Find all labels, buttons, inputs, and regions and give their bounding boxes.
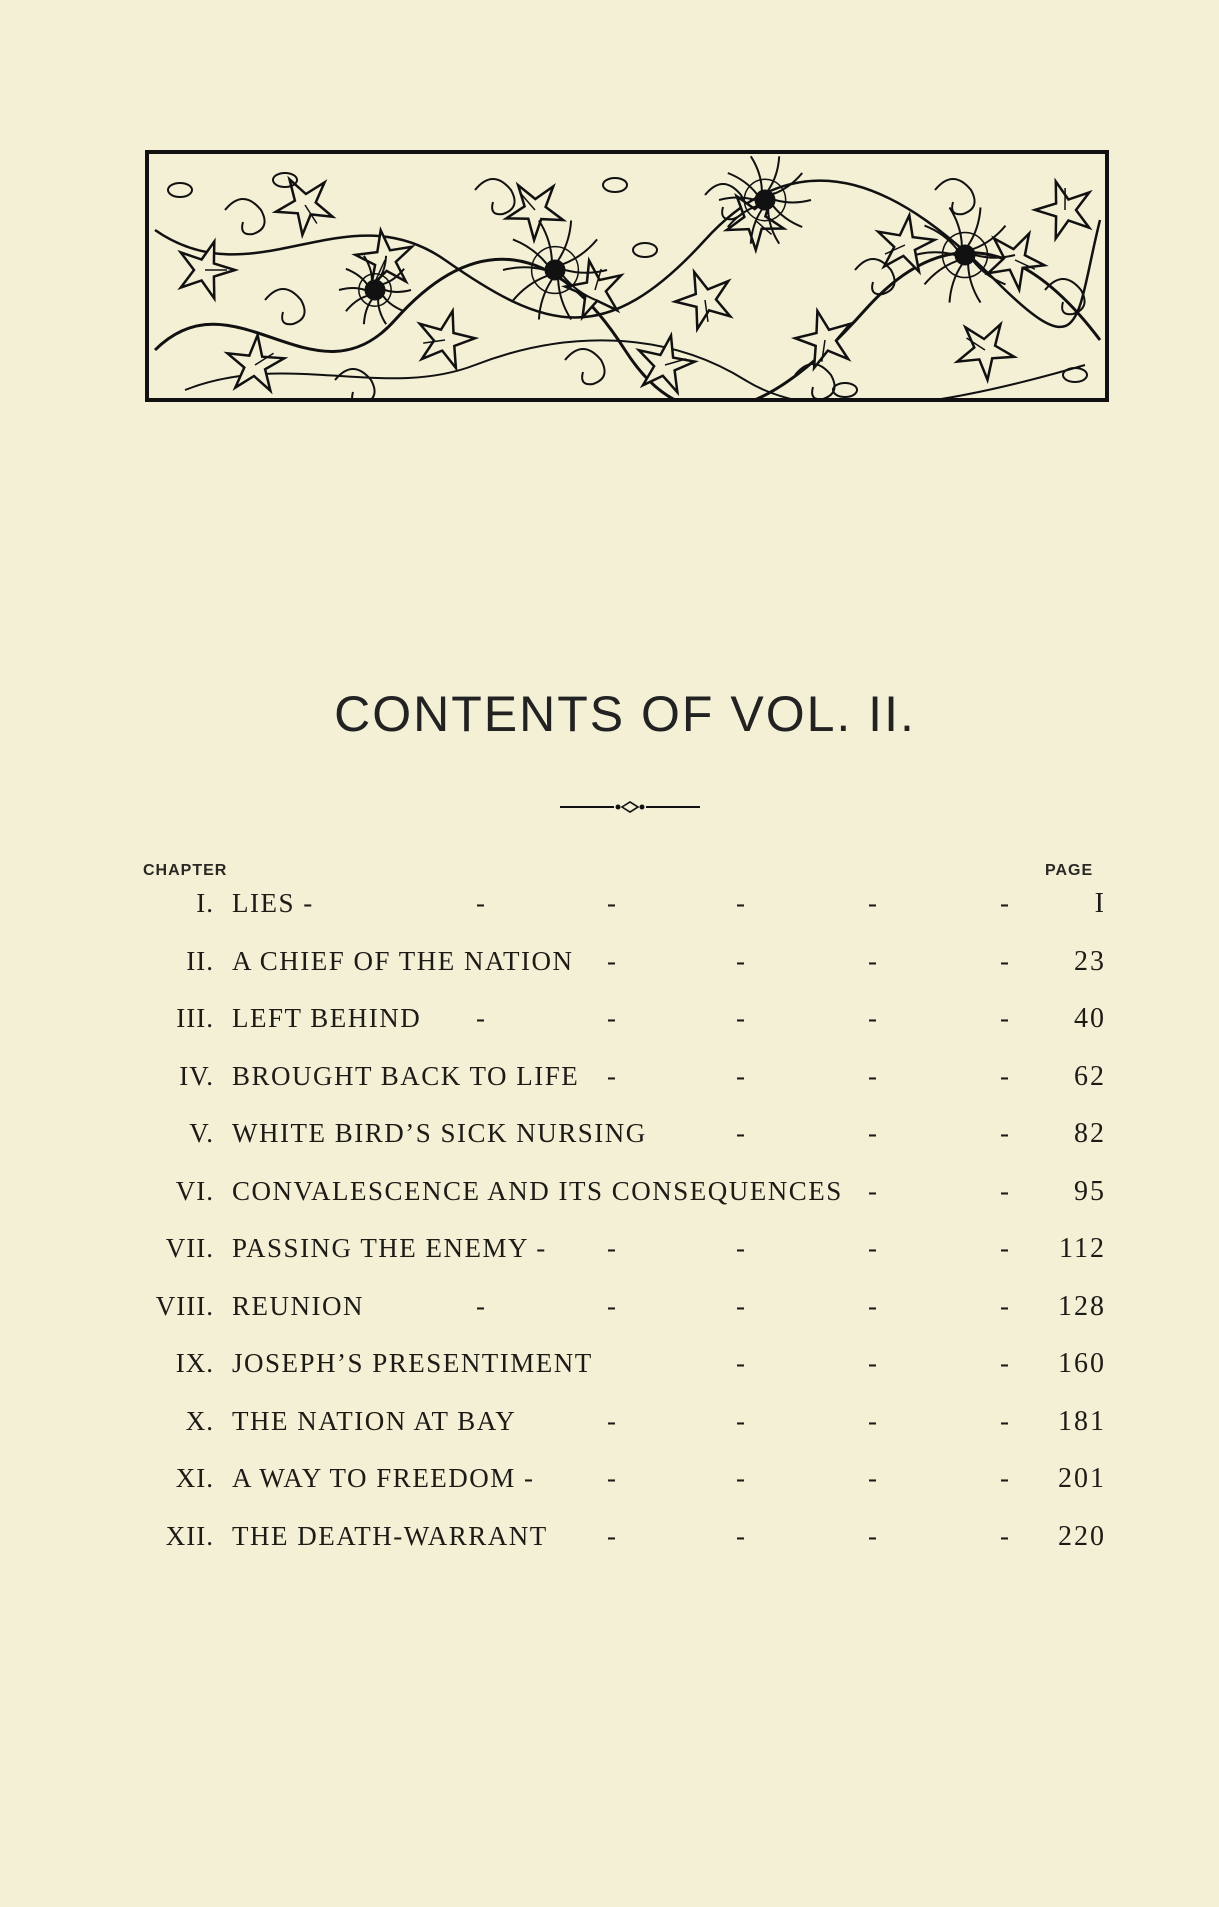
page-column-header: PAGE [1045, 862, 1094, 879]
leader-dash: - [1000, 1118, 1009, 1148]
leader-dash: - [736, 1003, 745, 1033]
leader-dash: - [607, 1233, 616, 1263]
page-number: 181 [1058, 1405, 1106, 1437]
leader-dash: - [868, 1003, 877, 1033]
chapter-title: WHITE BIRD’S SICK NURSING [232, 1118, 647, 1148]
chapter-number: VIII. [155, 1290, 214, 1321]
toc-row [0, 1348, 1219, 1388]
page-number: 40 [1074, 1003, 1106, 1034]
leader-dash: - [868, 1060, 877, 1091]
leader-dash: - [1000, 1060, 1009, 1091]
toc-row [0, 1003, 1219, 1043]
leader-dash: - [868, 1348, 877, 1378]
chapter-title: LIES - [232, 888, 314, 918]
leader-dash: - [1000, 1003, 1009, 1033]
toc-row [0, 1406, 1219, 1446]
chapter-title: THE DEATH-WARRANT [232, 1520, 548, 1551]
chapter-number: V. [189, 1118, 214, 1148]
chapter-number: IV. [179, 1060, 214, 1091]
leader-dash: - [736, 945, 745, 976]
toc-row [0, 1233, 1219, 1273]
leader-dash: - [476, 1003, 485, 1033]
leader-dash: - [607, 1463, 616, 1493]
toc-row [0, 1521, 1219, 1561]
leader-dash: - [607, 1060, 616, 1091]
chapter-number: I. [196, 888, 214, 918]
leader-dash: - [1000, 945, 1009, 976]
leader-dash: - [736, 1060, 745, 1091]
leader-dash: - [736, 888, 745, 918]
leader-dash: - [868, 1233, 877, 1263]
leader-dash: - [607, 1003, 616, 1033]
chapter-title: JOSEPH’S PRESENTIMENT [232, 1348, 593, 1378]
page-number: 62 [1074, 1060, 1106, 1092]
leader-dash: - [736, 1463, 745, 1493]
floral-headpiece-ornament [145, 150, 1109, 402]
toc-row [0, 1118, 1219, 1158]
chapter-title: A CHIEF OF THE NATION [232, 945, 574, 976]
leader-dash: - [736, 1290, 745, 1321]
toc-row [0, 1061, 1219, 1101]
leader-dash: - [1000, 1463, 1009, 1493]
chapter-column-header: CHAPTER [143, 862, 228, 879]
leader-dash: - [868, 945, 877, 976]
chapter-number: VI. [175, 1175, 214, 1206]
contents-title: CONTENTS OF VOL. II. [334, 686, 916, 742]
leader-dash: - [1000, 1175, 1009, 1206]
leader-dash: - [476, 888, 485, 918]
chapter-title: REUNION [232, 1290, 364, 1321]
page-number: 201 [1058, 1463, 1106, 1494]
leader-dash: - [607, 1290, 616, 1321]
page-number: 23 [1074, 945, 1106, 977]
leader-dash: - [736, 1520, 745, 1551]
leader-dash: - [1000, 1233, 1009, 1263]
page-number: 128 [1058, 1290, 1106, 1322]
leader-dash: - [868, 1118, 877, 1148]
leader-dash: - [1000, 1405, 1009, 1436]
leader-dash: - [1000, 888, 1009, 918]
chapter-title: BROUGHT BACK TO LIFE [232, 1060, 580, 1091]
chapter-title: PASSING THE ENEMY - [232, 1233, 547, 1263]
leader-dash: - [868, 1405, 877, 1436]
chapter-number: IX. [175, 1348, 214, 1378]
leader-dash: - [476, 1290, 485, 1321]
chapter-title: CONVALESCENCE AND ITS CONSEQUENCES [232, 1175, 843, 1206]
decorative-rule [560, 800, 700, 814]
leader-dash: - [607, 1520, 616, 1551]
chapter-number: II. [186, 945, 214, 976]
leader-dash: - [868, 1290, 877, 1321]
page-number: 95 [1074, 1175, 1106, 1207]
toc-row [0, 1291, 1219, 1331]
chapter-title: THE NATION AT BAY [232, 1405, 517, 1436]
chapter-title: A WAY TO FREEDOM - [232, 1463, 535, 1493]
chapter-number: VII. [165, 1233, 214, 1263]
toc-row [0, 1176, 1219, 1216]
leader-dash: - [607, 888, 616, 918]
leader-dash: - [868, 1175, 877, 1206]
leader-dash: - [868, 1520, 877, 1551]
page-number: 220 [1058, 1520, 1106, 1552]
leader-dash: - [736, 1348, 745, 1378]
page-number: 160 [1058, 1348, 1106, 1379]
page-number: 82 [1074, 1118, 1106, 1149]
leader-dash: - [736, 1233, 745, 1263]
page-number: I [1094, 888, 1106, 919]
chapter-number: XII. [165, 1520, 214, 1551]
page-number: 112 [1059, 1233, 1106, 1264]
leader-dash: - [736, 1405, 745, 1436]
leader-dash: - [736, 1118, 745, 1148]
leader-dash: - [607, 1405, 616, 1436]
leader-dash: - [868, 888, 877, 918]
chapter-title: LEFT BEHIND [232, 1003, 422, 1033]
leader-dash: - [1000, 1520, 1009, 1551]
chapter-number: III. [176, 1003, 214, 1033]
leader-dash: - [1000, 1348, 1009, 1378]
toc-row [0, 946, 1219, 986]
chapter-number: X. [185, 1405, 214, 1436]
toc-row [0, 1463, 1219, 1503]
toc-row [0, 888, 1219, 928]
leader-dash: - [607, 945, 616, 976]
chapter-number: XI. [175, 1463, 214, 1493]
leader-dash: - [1000, 1290, 1009, 1321]
leader-dash: - [868, 1463, 877, 1493]
